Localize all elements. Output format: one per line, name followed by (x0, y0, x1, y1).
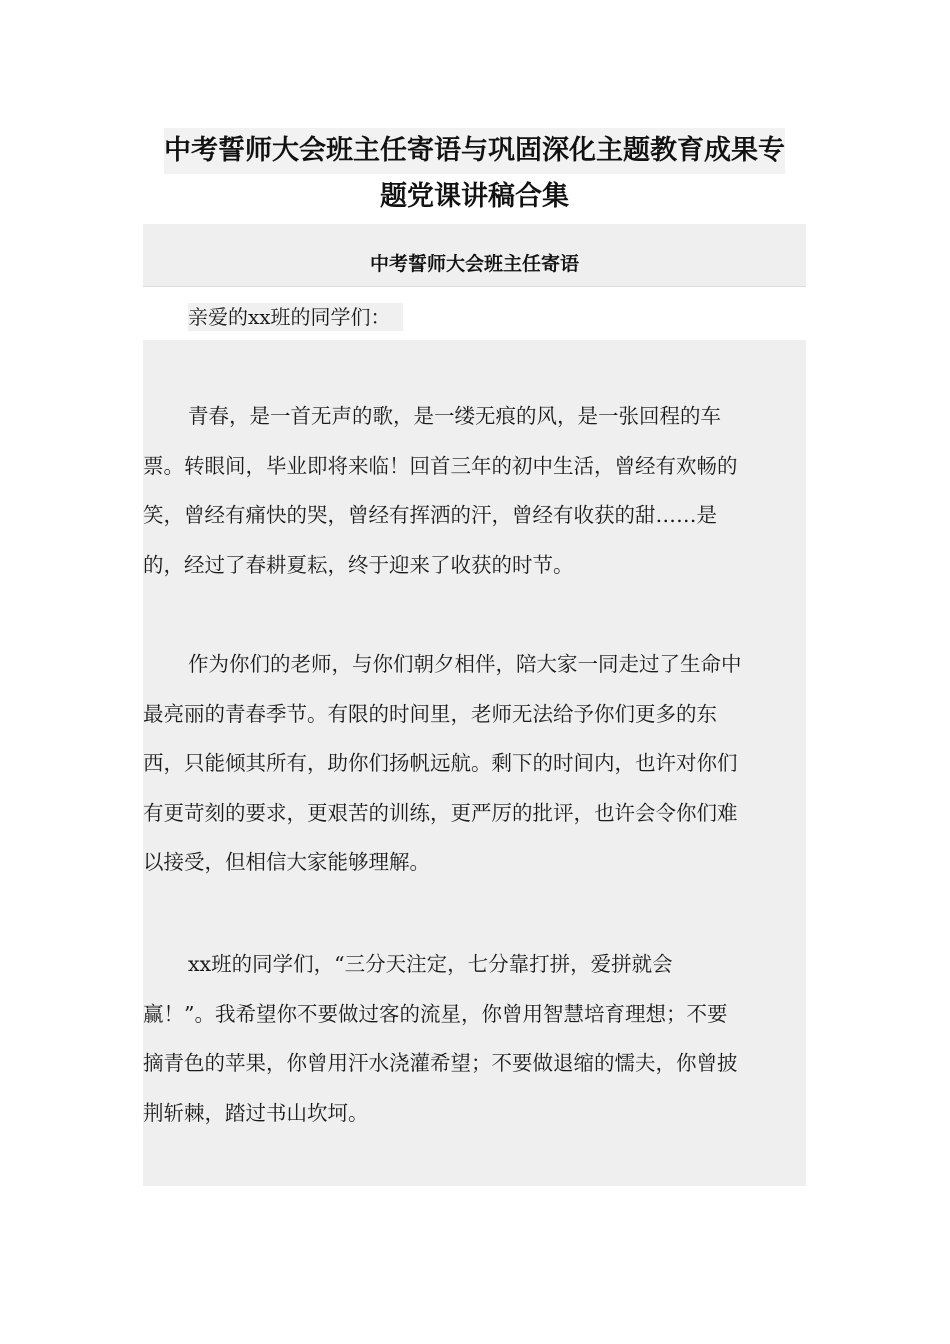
paragraph-line: 赢！”。我希望你不要做过客的流星，你曾用智慧培育理想；不要 (143, 1001, 728, 1026)
title-line-1: 中考誓师大会班主任寄语与巩固深化主题教育成果专 (164, 128, 785, 174)
paragraph-line: 有更苛刻的要求，更艰苦的训练，更严厉的批评，也许会令你们难 (143, 800, 738, 825)
paragraph-line: 荆斩棘，踏过书山坎坷。 (143, 1100, 369, 1125)
paragraph-3 (143, 940, 806, 1138)
section-heading-bar (143, 224, 806, 287)
paragraph-line: xx班的同学们，“三分天注定，七分靠打拼，爱拼就会 (188, 952, 673, 976)
document-title (143, 128, 806, 220)
paragraph-line: 西，只能倾其所有，助你们扬帆远航。剩下的时间内，也许对你们 (143, 751, 738, 775)
greeting-line: 亲爱的xx班的同学们： (188, 303, 403, 331)
paragraph-line: 摘青色的苹果，你曾用汗水浇灌希望；不要做退缩的懦夫，你曾披 (143, 1051, 738, 1075)
title-line-2: 题党课讲稿合集 (380, 181, 569, 212)
paragraph-2 (143, 640, 806, 888)
paragraph-line: 票。转眼间，毕业即将来临！回首三年的初中生活，曾经有欢畅的 (143, 453, 738, 478)
paragraph-line: 笑，曾经有痛快的哭，曾经有挥洒的汗，曾经有收获的甜……是 (143, 503, 717, 527)
paragraph-line: 青春，是一首无声的歌，是一缕无痕的风，是一张回程的车 (188, 404, 721, 428)
body-text-region (143, 340, 806, 1186)
paragraph-line: 最亮丽的青春季节。有限的时间里，老师无法给予你们更多的东 (143, 701, 717, 726)
paragraph-line: 以接受，但相信大家能够理解。 (143, 850, 430, 874)
paragraph-line: 作为你们的老师，与你们朝夕相伴，陪大家一同走过了生命中 (188, 652, 742, 676)
paragraph-1 (143, 392, 806, 590)
section-heading: 中考誓师大会班主任寄语 (369, 253, 579, 275)
paragraph-line: 的，经过了春耕夏耘，终于迎来了收获的时节。 (143, 552, 574, 577)
